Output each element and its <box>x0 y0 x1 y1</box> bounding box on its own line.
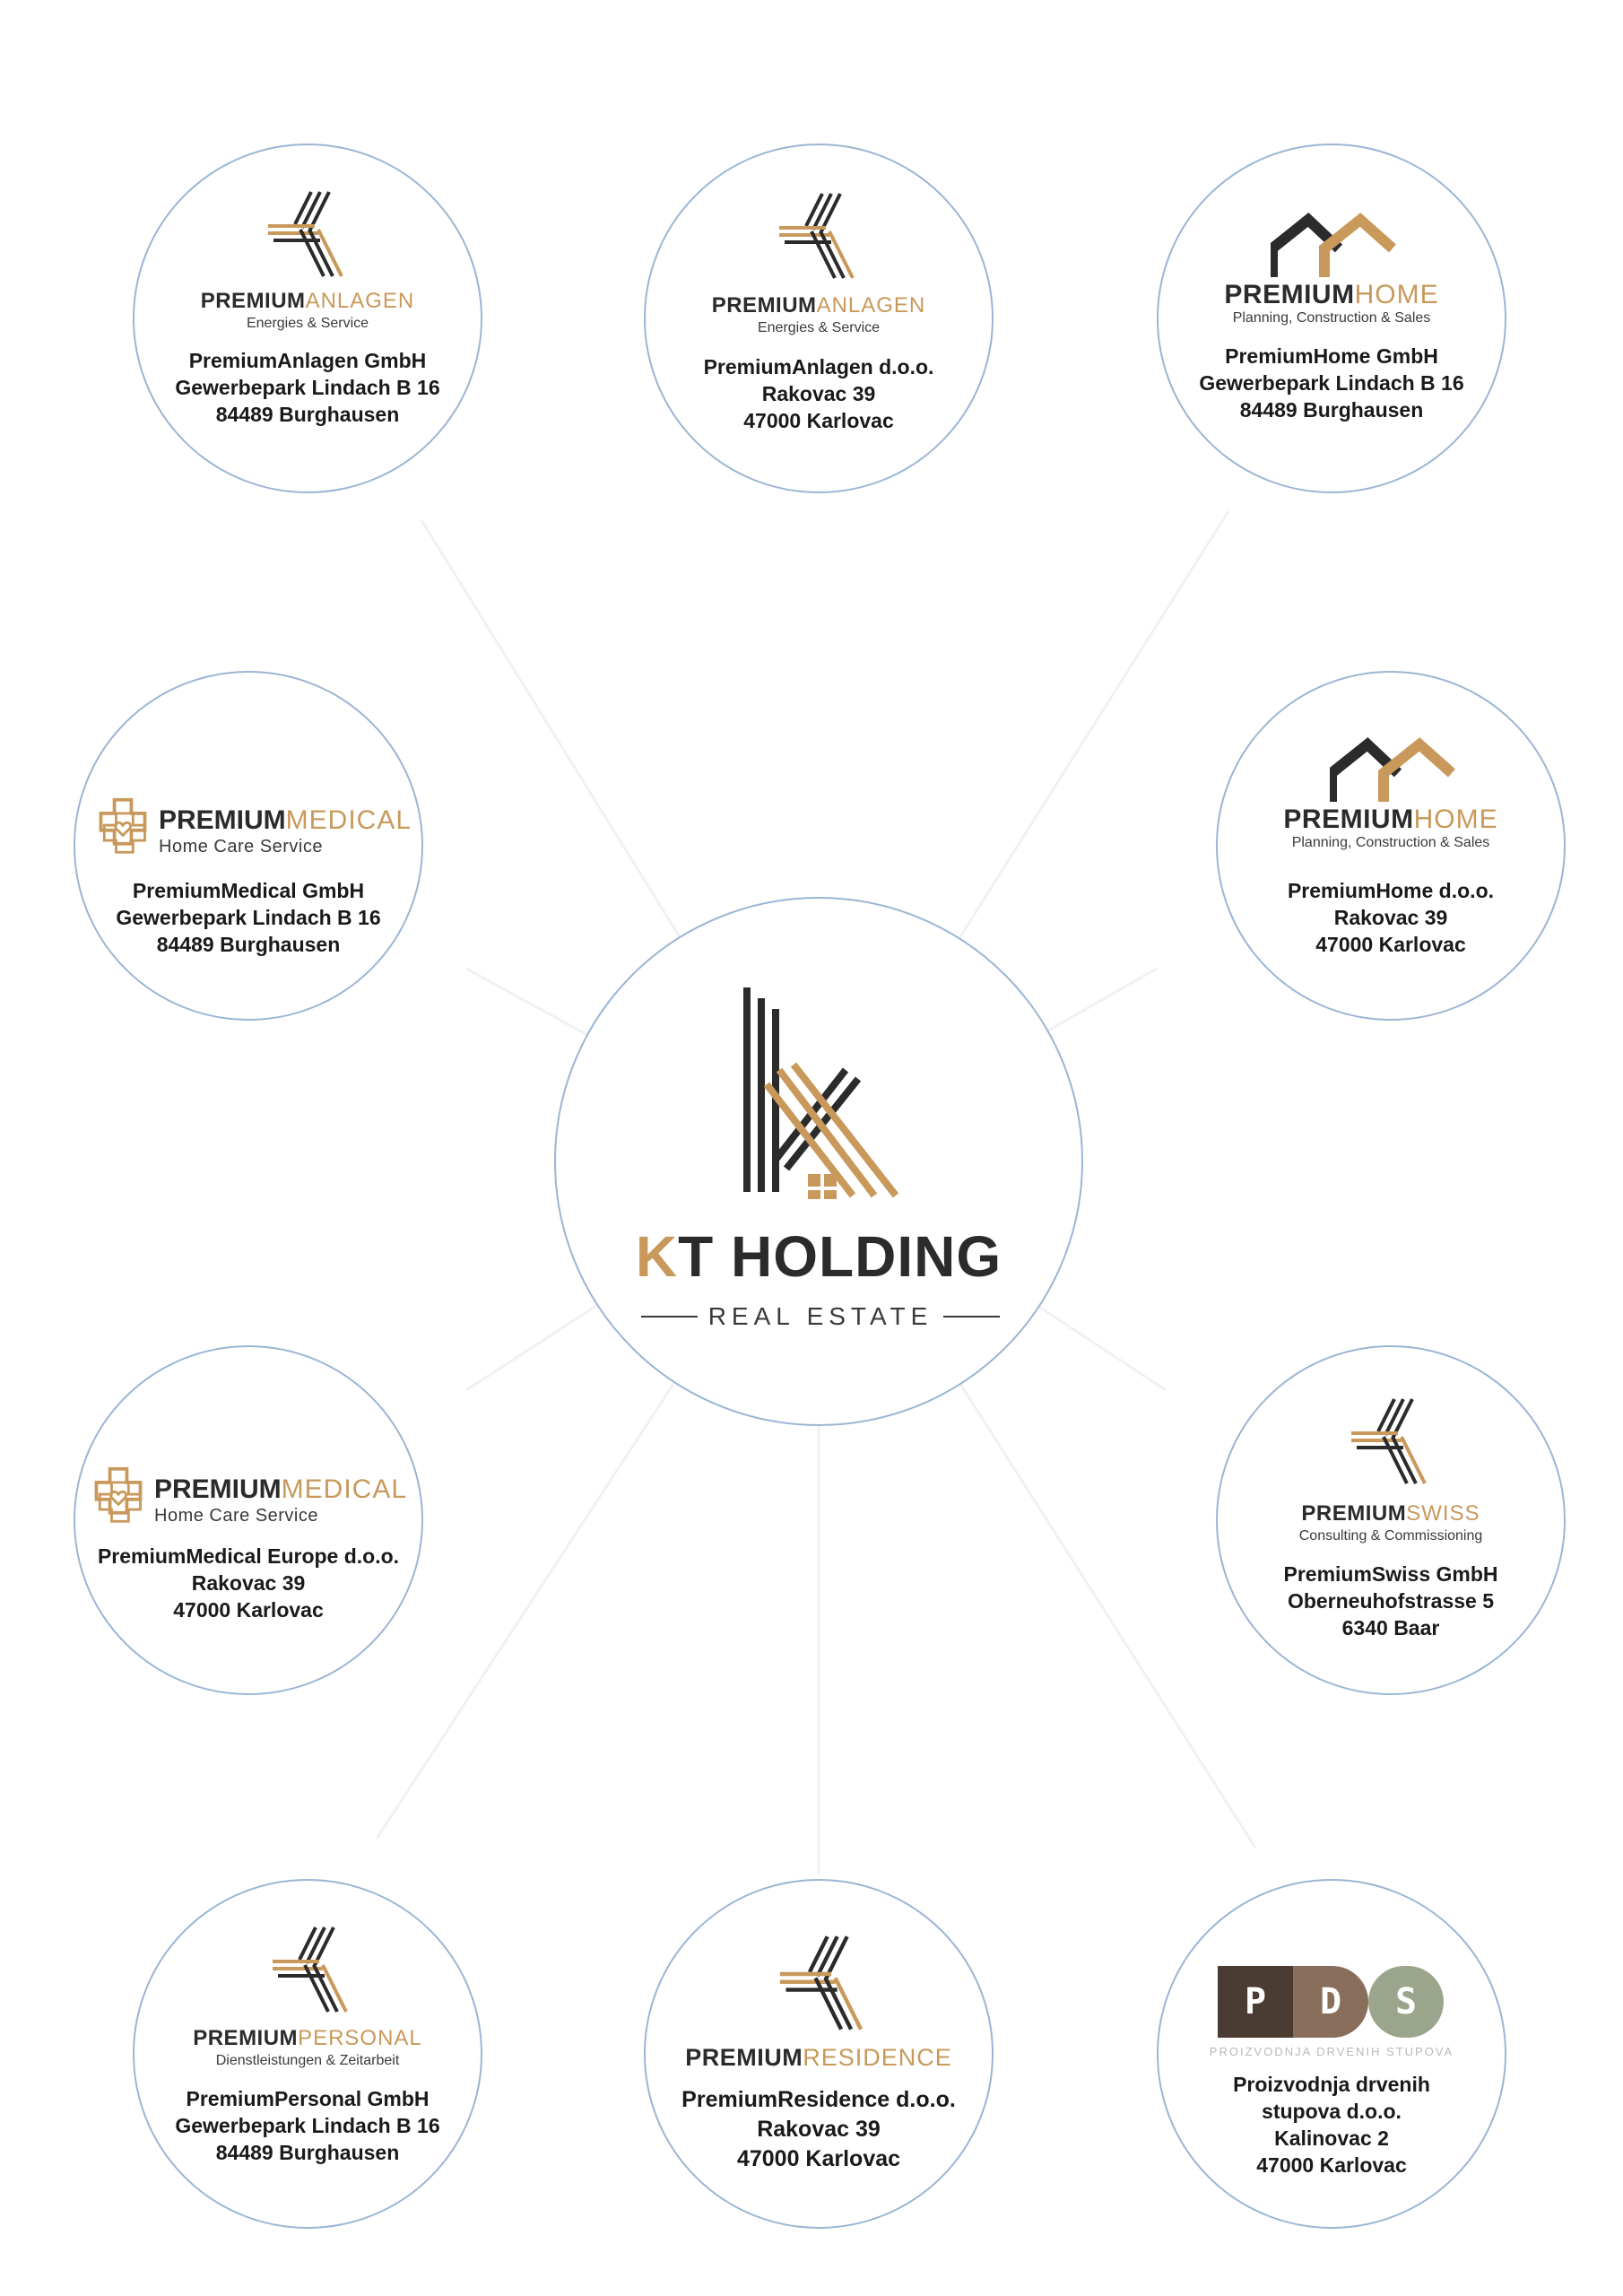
company-tagline: Home Care Service <box>154 1506 319 1526</box>
company-tagline: Energies & Service <box>757 320 881 335</box>
address-line: 47000 Karlovac <box>173 1598 324 1622</box>
company-address <box>1159 2071 1505 2179</box>
company-tagline: PROIZVODNJA DRVENIH STUPOVA <box>1209 2045 1454 2058</box>
company-tagline: Planning, Construction & Sales <box>1232 310 1431 326</box>
roof-icon <box>1330 737 1455 809</box>
company-tagline: Energies & Service <box>246 316 369 331</box>
company-wordmark <box>159 805 412 836</box>
divider-line <box>943 1316 1000 1318</box>
company-tagline: Consulting & Commissioning <box>1298 1528 1483 1544</box>
kt-holding-brand-rest: T HOLDING <box>678 1224 1002 1289</box>
wordmark-premium: PREMIUM <box>159 805 286 835</box>
address-line: Gewerbepark Lindach B 16 <box>1199 371 1464 395</box>
company-wordmark <box>1218 1501 1564 1526</box>
wordmark-division: ANLAGEN <box>305 289 415 313</box>
pds-letter-s: S <box>1368 1966 1444 2038</box>
wordmark-division: RESIDENCE <box>803 2044 952 2071</box>
pds-logo <box>1218 1966 1444 2038</box>
company-address <box>646 353 992 434</box>
address-line: PremiumAnlagen GmbH <box>188 349 427 372</box>
address-line: stupova d.o.o. <box>1262 2100 1402 2123</box>
wordmark-premium: PREMIUM <box>1301 1501 1407 1526</box>
company-wordmark <box>1159 280 1505 310</box>
wordmark-division: SWISS <box>1406 1501 1480 1526</box>
address-line: 47000 Karlovac <box>736 2146 901 2171</box>
wordmark-premium: PREMIUM <box>193 2026 299 2050</box>
address-line: Gewerbepark Lindach B 16 <box>175 376 440 399</box>
company-address <box>135 2085 481 2166</box>
company-wordmark <box>1218 804 1564 835</box>
medical-cross-heart-icon <box>89 1465 148 1525</box>
company-circle-premiumswiss-gmbh <box>1216 1345 1566 1695</box>
company-circle-premiumhome-gmbh <box>1157 144 1506 493</box>
company-circle-premiummedical-gmbh <box>74 671 423 1021</box>
wordmark-division: MEDICAL <box>281 1474 408 1504</box>
address-line: Kalinovac 2 <box>1274 2126 1389 2150</box>
company-circle-premiumanlagen-gmbh <box>133 144 482 493</box>
address-line: PremiumHome d.o.o. <box>1287 879 1495 902</box>
address-line: PremiumSwiss GmbH <box>1283 1562 1498 1586</box>
address-line: Rakovac 39 <box>761 382 876 405</box>
pds-letter-d: D <box>1293 1966 1368 2038</box>
address-line: 84489 Burghausen <box>215 403 400 426</box>
address-line: Proizvodnja drvenih <box>1233 2073 1430 2096</box>
address-line: Rakovac 39 <box>1333 906 1448 929</box>
company-circle-pds <box>1157 1879 1506 2229</box>
kt-holding-subtitle: REAL ESTATE <box>707 1302 933 1330</box>
address-line: 47000 Karlovac <box>1315 933 1466 956</box>
wordmark-division: HOME <box>1354 280 1439 309</box>
address-line: Gewerbepark Lindach B 16 <box>175 2114 440 2137</box>
kt-holding-circle <box>554 897 1083 1426</box>
address-line: Rakovac 39 <box>191 1571 306 1595</box>
wordmark-premium: PREMIUM <box>711 293 817 317</box>
address-line: 84489 Burghausen <box>215 2141 400 2164</box>
address-line: PremiumPersonal GmbH <box>186 2087 430 2110</box>
premium-k-icon <box>260 190 350 280</box>
wordmark-division: PERSONAL <box>298 2026 422 2050</box>
wordmark-premium: PREMIUM <box>685 2044 803 2071</box>
wordmark-premium: PREMIUM <box>200 289 306 313</box>
company-address <box>646 2085 992 2174</box>
kt-holding-brand-k: K <box>635 1224 679 1289</box>
address-line: PremiumMedical Europe d.o.o. <box>97 1544 400 1568</box>
address-line: PremiumResidence d.o.o. <box>681 2087 956 2112</box>
wordmark-division: HOME <box>1413 804 1498 834</box>
company-circle-premiumresidence-doo <box>644 1879 994 2229</box>
address-line: 84489 Burghausen <box>1239 398 1424 422</box>
kt-holding-k-house-icon <box>740 984 901 1199</box>
company-wordmark <box>135 289 481 314</box>
premium-k-icon <box>771 192 861 282</box>
wordmark-division: MEDICAL <box>285 805 412 835</box>
divider-line <box>641 1316 698 1318</box>
company-tagline: Dienstleistungen & Zeitarbeit <box>215 2053 400 2068</box>
wordmark-premium: PREMIUM <box>1283 804 1414 834</box>
company-address <box>135 347 481 428</box>
company-circle-premiummedical-europe <box>74 1345 423 1695</box>
company-wordmark <box>135 2026 481 2051</box>
kt-holding-subtitle-row <box>641 1302 1000 1331</box>
premium-k-icon <box>1343 1397 1433 1487</box>
company-circle-premiumanlagen-doo <box>644 144 994 493</box>
address-line: PremiumMedical GmbH <box>132 879 365 902</box>
company-wordmark <box>154 1474 407 1505</box>
company-circle-premiumhome-doo <box>1216 671 1566 1021</box>
company-tagline: Home Care Service <box>159 837 324 857</box>
address-line: Oberneuhofstrasse 5 <box>1287 1589 1495 1613</box>
address-line: 47000 Karlovac <box>1256 2153 1407 2177</box>
premium-k-icon <box>265 1926 354 2015</box>
address-line: PremiumAnlagen d.o.o. <box>703 355 934 378</box>
address-line: Rakovac 39 <box>757 2117 881 2142</box>
company-address <box>1218 877 1564 958</box>
roof-icon <box>1271 213 1396 284</box>
address-line: PremiumHome GmbH <box>1225 344 1438 368</box>
address-line: Gewerbepark Lindach B 16 <box>116 906 381 929</box>
medical-cross-heart-icon <box>93 796 152 856</box>
wordmark-division: ANLAGEN <box>816 293 926 317</box>
company-circle-premiumpersonal-gmbh <box>133 1879 482 2229</box>
company-address <box>75 877 421 958</box>
address-line: 6340 Baar <box>1341 1616 1440 1639</box>
address-line: 47000 Karlovac <box>743 409 894 432</box>
company-address <box>1218 1561 1564 1641</box>
wordmark-premium: PREMIUM <box>1224 280 1355 309</box>
company-tagline: Planning, Construction & Sales <box>1291 835 1490 850</box>
company-wordmark <box>646 2044 992 2072</box>
premium-k-icon <box>771 1935 870 2033</box>
company-address <box>1159 343 1505 423</box>
kt-holding-brand <box>556 1223 1081 1290</box>
company-address <box>75 1543 421 1623</box>
pds-letter-p: P <box>1218 1966 1293 2038</box>
company-wordmark <box>646 293 992 318</box>
address-line: 84489 Burghausen <box>156 933 341 956</box>
wordmark-premium: PREMIUM <box>154 1474 282 1504</box>
